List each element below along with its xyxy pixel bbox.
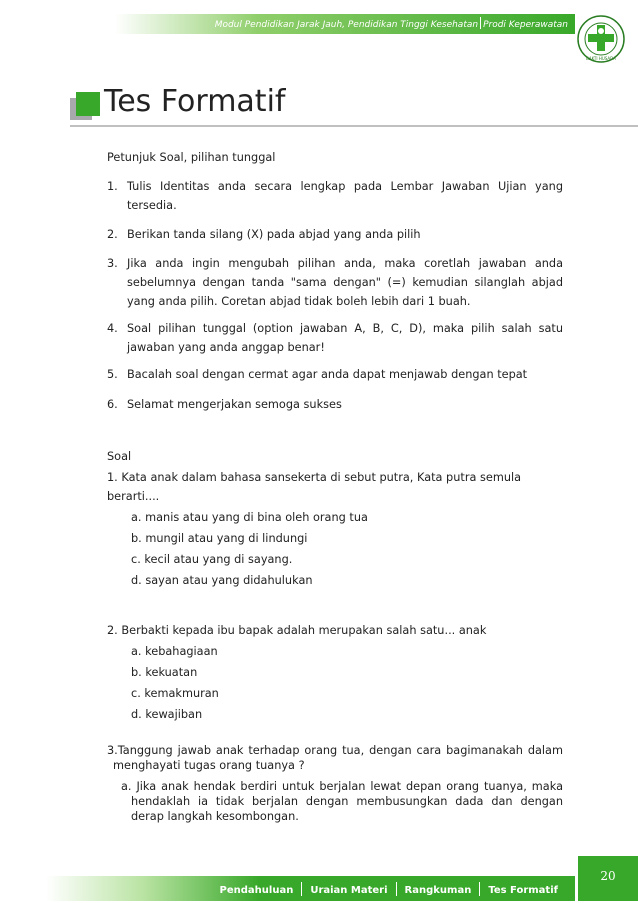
instruction-text: Selamat mengerjakan semoga sukses (127, 398, 342, 411)
bakti-husada-logo (576, 14, 626, 64)
title-underline (70, 125, 638, 127)
question-1-option: d. sayan atau yang didahulukan (131, 574, 313, 587)
page-title: Tes Formatif (104, 84, 286, 119)
instruction-number: 4. (107, 322, 118, 335)
instruction-text: Bacalah soal dengan cermat agar anda dapat menjawab dengan tepat (127, 368, 528, 381)
instruction-text: Berikan tanda silang (X) pada abjad yang anda pilih (127, 228, 421, 241)
header-separator (480, 17, 481, 29)
soal-heading: Soal (107, 450, 132, 463)
prodi-text: Prodi Keperawatan (483, 20, 568, 30)
instructions-heading: Petunjuk Soal, pilihan tunggal (107, 151, 276, 164)
instruction-item (107, 319, 563, 357)
question-1-option: b. mungil atau yang di lindungi (131, 532, 308, 545)
nav-rangkuman[interactable]: Rangkuman (404, 885, 472, 896)
question-3: 3.Tanggung jawab anak terhadap orang tua, dengan cara bagimanakah dalam menghayati tugas orang tuanya ? (107, 744, 563, 772)
question-1: 1. Kata anak dalam bahasa sansekerta di sebut putra, Kata putra semula berarti.... (107, 471, 522, 503)
instruction-number: 1. (107, 180, 118, 193)
title-green-square (76, 92, 100, 116)
instruction-item (107, 254, 563, 311)
title-block (70, 84, 638, 126)
nav-pendahuluan[interactable]: Pendahuluan (219, 885, 294, 896)
nav-tes-formatif[interactable]: Tes Formatif (488, 885, 558, 896)
instruction-number: 3. (107, 257, 118, 270)
instruction-text: Jika anda ingin mengubah pilihan anda, maka coretlah jawaban anda sebelumnya dengan tanda "sama dengan" (=) kemudian silanglah abjad yang anda pilih. Coretan abjad tidak boleh lebih dari 1 buah. (127, 257, 563, 308)
instructions-list (107, 177, 563, 414)
module-text: Modul Pendidikan Jarak Jauh, Pendidikan Tinggi Kesehatan (214, 20, 479, 30)
question-2-option: b. kekuatan (131, 666, 198, 679)
question-2-option: c. kemakmuran (131, 687, 219, 700)
question-2-option: d. kewajiban (131, 708, 203, 721)
instruction-item (107, 395, 563, 414)
instruction-number: 5. (107, 368, 118, 381)
instruction-number: 6. (107, 398, 118, 411)
content (107, 148, 563, 824)
instruction-number: 2. (107, 228, 118, 241)
instruction-item (107, 177, 563, 215)
instruction-text: Tulis Identitas anda secara lengkap pada Lembar Jawaban Ujian yang tersedia. (127, 180, 563, 212)
logo-text: BAKTI HUSADA (586, 56, 616, 61)
footer-nav (212, 882, 566, 896)
nav-uraian-materi[interactable]: Uraian Materi (310, 885, 388, 896)
question-2-option: a. kebahagiaan (131, 645, 218, 658)
instruction-item (107, 365, 563, 384)
instruction-item (107, 225, 563, 244)
header-text (215, 17, 568, 30)
question-3-option: a. Jika anak hendak berdiri untuk berjalan lewat depan orang tuanya, maka hendaklah ia tidak berjalan dengan membusungkan dada dan dengan derap langkah kesombongan. (121, 780, 563, 823)
question-1-option: c. kecil atau yang di sayang. (131, 553, 293, 566)
question-1-option: a. manis atau yang di bina oleh orang tua (131, 511, 368, 524)
question-2: 2. Berbakti kepada ibu bapak adalah merupakan salah satu... anak (107, 624, 487, 637)
page-number: 20 (578, 856, 638, 901)
instruction-text: Soal pilihan tunggal (option jawaban A, B, C, D), maka pilih salah satu jawaban yang anda anggap benar! (127, 322, 563, 354)
